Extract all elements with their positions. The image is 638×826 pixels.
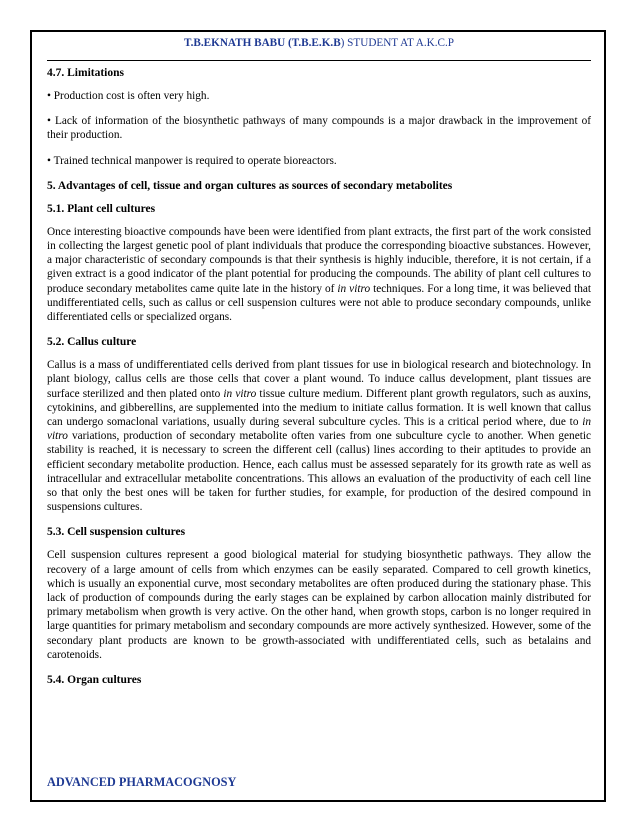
paragraph-callus-culture: Callus is a mass of undifferentiated cells derived from plant tissues for use in biological research and biotechnology. In plant biology, callus cells are those cells that cover a plant wound. To induce callus development, plant tissues are surface sterilized and then plated onto in vitro tissue culture medium. Different plant growth regulators, such as auxins, cytokinins, and gibberellins, are supplemented into the medium to initiate callus formation. It is well known that callus can undergo somaclonal variations, usually during several subculture cycles. This is a critical period where, due to in vitro variations, production of secondary metabolite often varies from one subculture cycle to another. When genetic stability is reached, it is necessary to screen the different cell (callus) lines according to their aptitudes to provide an efficient secondary metabolite production. Hence, each callus must be assessed separately for its growth rate as well as intracellular and extracellular metabolite concentrations. This allows an evaluation of the productivity of each cell line so that only the best ones will be taken for further studies, for example, for production of the desired compound in suspensions cultures. [47, 359, 592, 514]
heading-5: 5. Advantages of cell, tissue and organ cultures as sources of secondary metabolites [47, 179, 453, 192]
heading-5-4: 5.4. Organ cultures [47, 674, 142, 687]
paragraph-cell-suspension: Cell suspension cultures represent a good biological material for studying biosynthetic pathways. They allow the recovery of a large amount of cells from which enzymes can be easily separated. Compared to cell growth kinetics, which is usually an exponential curve, most secondary metabolites are often produced during the stationary phase. This lack of production of compounds during the early stages can be explained by carbon allocation mainly distributed for primary metabolism when growth is very active. On the other hand, when growth stops, carbon is no longer required in large quantities for primary metabolism and secondary compounds are more actively synthesized. However, some of the secondary plant products are known to be growth-associated with undifferentiated cells, such as betalains and carotenoids. [47, 549, 591, 661]
heading-5-1: 5.1. Plant cell cultures [47, 202, 156, 215]
document-body [47, 66, 591, 696]
paragraph-plant-cell-cultures: Once interesting bioactive compounds have been were identified from plant extracts, the first part of the work consisted in collecting the largest genetic pool of plant individuals that produce the corresponding bioactive substances. However, a major characteristic of secondary compounds is that their synthesis is highly inducible, therefore, it is not certain, if a given extract is a good indicator of the plant potential for producing the compounds. The ability of plant cell cultures to produce secondary metabolites came quite late in the history of in vitro techniques. For a long time, it was believed that undifferentiated cells, such as callus or cell suspension cultures were not able to produce secondary compounds, unlike differentiated cells or specialized organs. [47, 225, 592, 324]
heading-5-3: 5.3. Cell suspension cultures [47, 526, 186, 539]
page-header [0, 37, 638, 49]
heading-4-7: 4.7. Limitations [47, 67, 124, 79]
page-footer: ADVANCED PHARMACOGNOSY [47, 775, 237, 789]
bullet-lack-of-information: • Lack of information of the biosynthetic pathways of many compounds is a major drawback in the improvement of their production. [47, 115, 591, 142]
header-author: T.B.EKNATH BABU (T.B.E.K.B [184, 37, 341, 49]
bullet-production-cost: • Production cost is often very high. [47, 90, 210, 102]
header-rule [47, 60, 591, 61]
heading-5-2: 5.2. Callus culture [47, 336, 137, 349]
bullet-trained-manpower: • Trained technical manpower is required to operate bioreactors. [47, 154, 337, 167]
header-suffix: ) STUDENT AT A.K.C.P [340, 37, 454, 49]
